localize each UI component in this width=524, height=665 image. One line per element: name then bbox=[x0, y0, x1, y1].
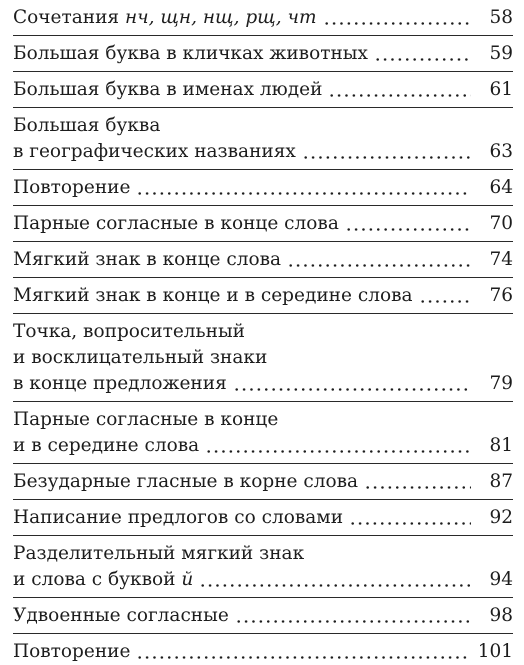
toc-entry-title-text: Безударные гласные в корне слова bbox=[13, 471, 359, 492]
page-number: 81 bbox=[489, 435, 513, 456]
entry-divider bbox=[13, 241, 513, 242]
entry-divider bbox=[13, 535, 513, 536]
toc-entry-last-line bbox=[13, 567, 513, 593]
toc-entry bbox=[13, 603, 513, 629]
toc-entry-last-line bbox=[13, 41, 513, 67]
toc-entry bbox=[13, 247, 513, 273]
toc-entry-title-text: Написание предлогов со словами bbox=[13, 507, 344, 528]
dot-leader bbox=[235, 618, 471, 625]
entry-divider bbox=[13, 277, 513, 278]
toc-entry-title-text: Сочетания bbox=[13, 7, 125, 28]
toc-entry-title-line: Разделительный мягкий знак bbox=[13, 543, 305, 564]
toc-entry bbox=[13, 407, 513, 459]
toc-entry bbox=[13, 113, 513, 165]
entry-divider bbox=[13, 71, 513, 72]
toc-entry-title-text: Удвоенные согласные bbox=[13, 605, 229, 626]
page-number: 76 bbox=[489, 285, 513, 306]
toc-entry-last-line bbox=[13, 639, 513, 665]
toc-entry-title bbox=[13, 175, 130, 201]
toc-entry-title bbox=[13, 469, 358, 495]
page-number: 74 bbox=[489, 249, 513, 270]
dot-leader bbox=[136, 190, 471, 197]
toc-entry bbox=[13, 77, 513, 103]
entry-divider bbox=[13, 401, 513, 402]
dot-leader bbox=[199, 582, 471, 589]
dot-leader bbox=[374, 56, 471, 63]
page-number: 64 bbox=[489, 177, 513, 198]
toc-entry-last-line bbox=[13, 77, 513, 103]
toc-entry-title-text: в конце предложения bbox=[13, 373, 227, 394]
toc-entry-title-text: и слова с буквой bbox=[13, 569, 182, 590]
page-number: 79 bbox=[489, 373, 513, 394]
toc-entry bbox=[13, 541, 513, 593]
toc-entry-title bbox=[13, 433, 199, 459]
toc-entry bbox=[13, 175, 513, 201]
toc-entry bbox=[13, 505, 513, 531]
toc-entry-title-line: Точка, вопросительный bbox=[13, 321, 246, 342]
page-number: 61 bbox=[489, 79, 513, 100]
toc-entry-title-text: Мягкий знак в конце слова bbox=[13, 249, 282, 270]
dot-leader bbox=[364, 484, 471, 491]
toc-entry-title-italic: нч, щн, нщ, рщ, чт bbox=[124, 7, 317, 28]
toc-entry-title-line: и восклицательный знаки bbox=[13, 347, 268, 368]
toc-entry-title-text: и в середине слова bbox=[13, 435, 200, 456]
toc-entry-last-line bbox=[13, 247, 513, 273]
toc-entry-title bbox=[13, 211, 339, 237]
entry-divider bbox=[13, 205, 513, 206]
toc-entry-title-text: Большая буква в кличках животных bbox=[13, 43, 368, 64]
page-number: 58 bbox=[489, 7, 513, 28]
entry-divider bbox=[13, 499, 513, 500]
toc-entry bbox=[13, 211, 513, 237]
toc-entry-title-line: Большая буква bbox=[13, 115, 161, 136]
dot-leader bbox=[302, 154, 471, 161]
toc-entry-title-line: Парные согласные в конце bbox=[13, 409, 279, 430]
toc-entry bbox=[13, 41, 513, 67]
page-number: 98 bbox=[489, 605, 513, 626]
toc-entry-title bbox=[13, 639, 130, 665]
toc-entry-title bbox=[13, 567, 193, 593]
toc-entry bbox=[13, 319, 513, 397]
toc-entry-title-text: в географических названиях bbox=[13, 141, 296, 162]
toc-entry-title-italic: й bbox=[181, 569, 194, 590]
toc-entry-last-line bbox=[13, 371, 513, 397]
page-number: 70 bbox=[489, 213, 513, 234]
dot-leader bbox=[233, 386, 471, 393]
entry-divider bbox=[13, 313, 513, 314]
toc-entry-title bbox=[13, 41, 368, 67]
entry-divider bbox=[13, 633, 513, 634]
dot-leader bbox=[205, 448, 471, 455]
toc-entry-title bbox=[13, 77, 322, 103]
dot-leader bbox=[419, 298, 471, 305]
toc-entry-last-line bbox=[13, 211, 513, 237]
dot-leader bbox=[349, 520, 471, 527]
toc-entry-last-line bbox=[13, 139, 513, 165]
dot-leader bbox=[328, 92, 471, 99]
page-number: 92 bbox=[489, 507, 513, 528]
toc-entry bbox=[13, 469, 513, 495]
toc-entry-title bbox=[13, 371, 227, 397]
dot-leader bbox=[136, 654, 469, 661]
toc-entry-title bbox=[13, 247, 281, 273]
entry-divider bbox=[13, 35, 513, 36]
toc-entry-last-line bbox=[13, 433, 513, 459]
toc-entry bbox=[13, 5, 513, 31]
toc-entry-last-line bbox=[13, 603, 513, 629]
dot-leader bbox=[345, 226, 471, 233]
toc-entry-title bbox=[13, 603, 229, 629]
toc-entry-title-text: Мягкий знак в конце и в середине слова bbox=[13, 285, 413, 306]
toc-entry bbox=[13, 283, 513, 309]
toc-entry-title bbox=[13, 5, 317, 31]
dot-leader bbox=[287, 262, 471, 269]
toc-entry-last-line bbox=[13, 5, 513, 31]
toc-entry-title-text: Повторение bbox=[13, 177, 131, 198]
dot-leader bbox=[323, 20, 471, 27]
entry-divider bbox=[13, 597, 513, 598]
toc-entry-title bbox=[13, 283, 413, 309]
toc-entry-last-line bbox=[13, 505, 513, 531]
toc-entry-title-text: Большая буква в именах людей bbox=[13, 79, 323, 100]
toc-entry-last-line bbox=[13, 469, 513, 495]
entry-divider bbox=[13, 107, 513, 108]
entry-divider bbox=[13, 463, 513, 464]
toc-entry-last-line bbox=[13, 175, 513, 201]
page-number: 87 bbox=[489, 471, 513, 492]
toc-entry-title-text: Парные согласные в конце слова bbox=[13, 213, 339, 234]
page-number: 63 bbox=[489, 141, 513, 162]
toc-entry-title-text: Повторение bbox=[13, 641, 131, 662]
entry-divider bbox=[13, 169, 513, 170]
page-number: 101 bbox=[477, 641, 513, 662]
toc-entry-title bbox=[13, 505, 343, 531]
toc-entry bbox=[13, 639, 513, 665]
page-number: 94 bbox=[489, 569, 513, 590]
toc-entry-title bbox=[13, 139, 296, 165]
page-number: 59 bbox=[489, 43, 513, 64]
toc-entry-last-line bbox=[13, 283, 513, 309]
